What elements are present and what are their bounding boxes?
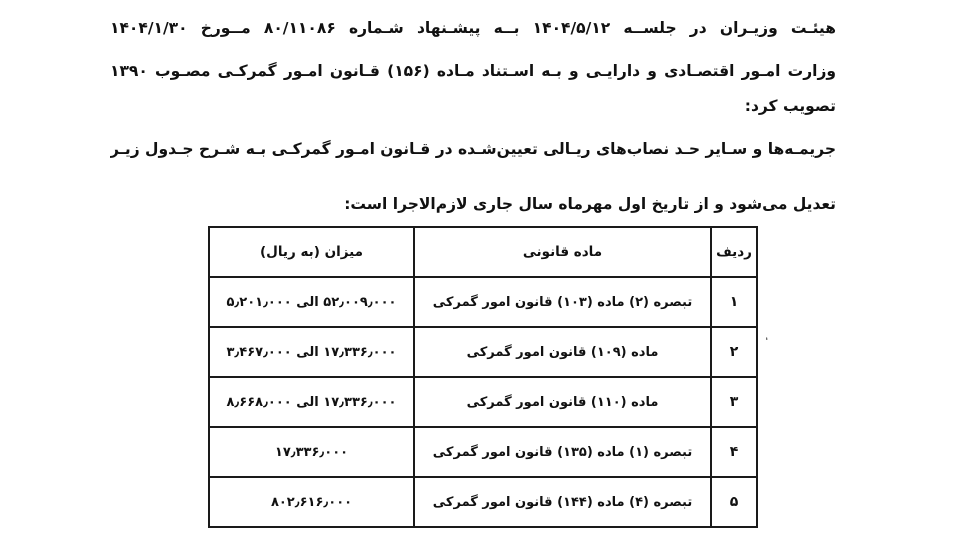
table-row — [209, 327, 757, 377]
table-row — [209, 477, 757, 527]
table-row — [209, 427, 757, 477]
preamble-line-1: هیئـت وزیـران در جلســه ۱۴۰۴/۵/۱۲ بــه پیشـنهاد شـماره ۸۰/۱۱۰۸۶ مــورخ ۱۴۰۴/۱/۳۰ — [110, 19, 836, 37]
legal-article: تبصره (۱) ماده (۱۳۵) قانون امور گمرکی — [414, 427, 711, 477]
header-legal-article: ماده قانونی — [414, 227, 711, 277]
legal-article: تبصره (۴) ماده (۱۴۴) قانون امور گمرکی — [414, 477, 711, 527]
row-number: ۵ — [711, 477, 757, 527]
preamble-line-5: تعدیل می‌شود و از تاریخ اول مهرماه سال جاری لازم‌الاجرا است: — [344, 195, 836, 213]
amount-value: ۱۷٫۳۳۶٫۰۰۰ — [274, 444, 349, 460]
amount-value: ۸۰۲٫۶۱۶٫۰۰۰ — [270, 494, 353, 510]
amount-rial — [209, 277, 414, 327]
preamble-line-2: وزارت امـور اقتصـادی و دارایـی و بـه اسـتناد مـاده (۱۵۶) قـانون امـور گمرکـی مصـوب ۱۳۹۰ — [110, 62, 836, 80]
legal-article: ماده (۱۱۰) قانون امور گمرکی — [414, 377, 711, 427]
amount-rial — [209, 427, 414, 477]
table-row — [209, 277, 757, 327]
header-row-number: ردیف — [711, 227, 757, 277]
table-row — [209, 377, 757, 427]
row-number: ۲ — [711, 327, 757, 377]
table-header-row — [209, 227, 757, 277]
fines-table — [208, 226, 758, 528]
amount-rial — [209, 477, 414, 527]
amount-value: ۵۲٫۰۰۹٫۰۰۰ الی ۵٫۲۰۱٫۰۰۰ — [226, 294, 397, 310]
amount-value: ۱۷٫۳۳۶٫۰۰۰ الی ۸٫۶۶۸٫۰۰۰ — [226, 394, 397, 410]
header-amount-rial: میزان (به ریال) — [209, 227, 414, 277]
fines-table-container — [208, 226, 756, 524]
amount-value: ۱۷٫۳۳۶٫۰۰۰ الی ۳٫۴۶۷٫۰۰۰ — [226, 344, 397, 360]
amount-rial — [209, 327, 414, 377]
legal-article: ماده (۱۰۹) قانون امور گمرکی — [414, 327, 711, 377]
legal-article: تبصره (۲) ماده (۱۰۳) قانون امور گمرکی — [414, 277, 711, 327]
row-number: ۳ — [711, 377, 757, 427]
amount-rial — [209, 377, 414, 427]
preamble-line-4: جریمـه‌ها و سـایر حـد نصاب‌های ریـالی تعیین‌شـده در قـانون امـور گمرکـی بـه شـرح جـدول زیـر — [110, 140, 836, 158]
row-number: ۴ — [711, 427, 757, 477]
row-number: ۱ — [711, 277, 757, 327]
preamble-line-3: تصویب کرد: — [744, 97, 836, 115]
